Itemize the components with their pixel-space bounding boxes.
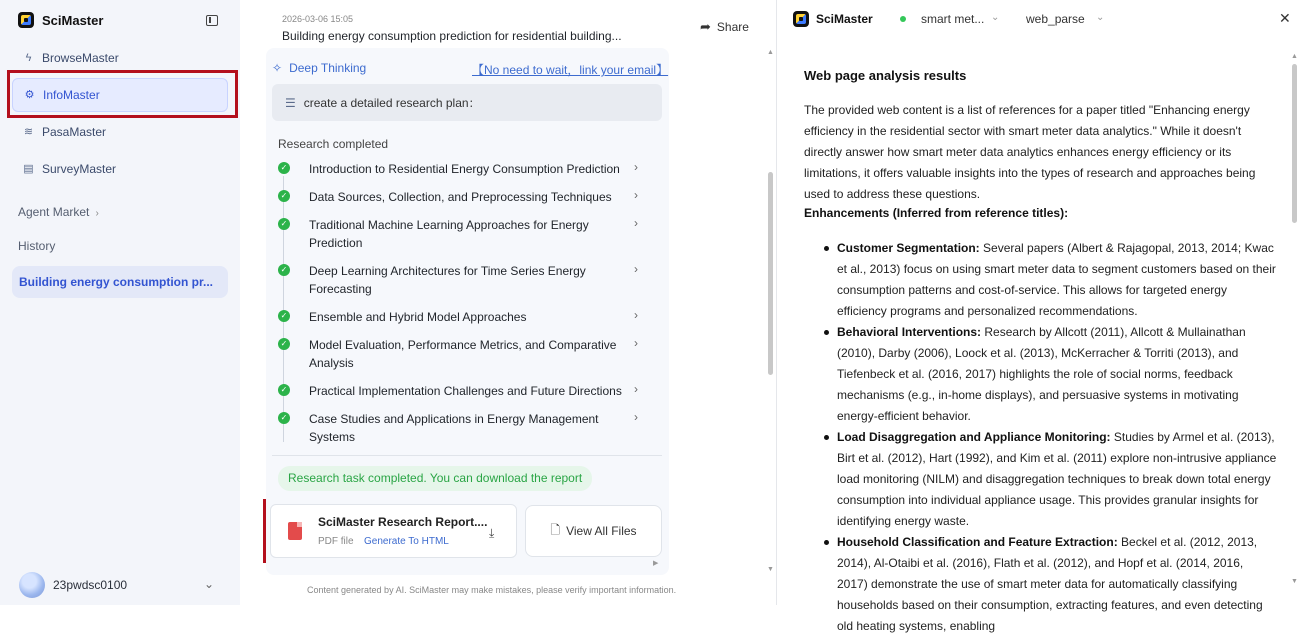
research-step-label: Introduction to Residential Energy Consumption Prediction [309,162,620,176]
check-icon: ✓ [278,162,290,174]
chevron-down-icon[interactable]: ⌄ [204,577,215,591]
item-text: Several papers (Albert & Rajagopal, 2013, 2014; Kwac et al., 2013) focus on using smart meter data to segment customers based on their consumption patterns and cost-of-service. This allows for targeted energy efficiency programs and personalized recommendations. [837,241,1276,318]
brand[interactable] [18,12,103,28]
scroll-up-icon[interactable]: ▲ [767,49,774,56]
sidebar-item-pasamaster[interactable] [12,115,228,149]
analysis-heading: Web page analysis results [804,68,967,83]
panel-brand [793,11,873,27]
chevron-right-icon: › [634,336,638,350]
sidebar-item-label: InfoMaster [43,88,100,102]
sidebar-item-label: SurveyMaster [42,162,117,176]
file-title: SciMaster Research Report.... [318,515,488,529]
research-step[interactable] [278,262,658,298]
scroll-right-icon[interactable]: ▶ [653,560,659,567]
item-term: Customer Segmentation: [837,241,980,255]
check-icon: ✓ [278,264,290,276]
scimaster-logo-icon [793,11,809,27]
analysis-intro: The provided web content is a list of references for a paper titled "Enhancing energy efficiency in the residential sector with smart meter data analytics." While it doesn't directly answer how smart meter data analytics enhances energy efficiency or its limitations, it offers valuable insights into the types of research and approaches being used to address these questions. [804,103,1256,201]
research-step[interactable] [278,188,658,206]
lightning-icon: ϟ [25,51,32,64]
history-heading: History [18,239,56,253]
panel-brand-name: SciMaster [816,12,873,26]
research-step[interactable] [278,382,658,400]
research-step[interactable] [278,216,658,252]
chevron-right-icon: › [634,188,638,202]
research-step-label: Traditional Machine Learning Approaches for Energy Prediction [309,218,589,250]
task-completed-badge: Research task completed. You can download the report [278,466,592,491]
user-menu[interactable] [19,572,127,598]
research-step-label: Data Sources, Collection, and Preprocessing Techniques [309,190,612,204]
link-email-link[interactable]: 【No need to wait，link your email】 [472,63,669,77]
research-step-label: Ensemble and Hybrid Model Approaches [309,310,527,324]
item-text: Beckel et al. (2012, 2013, 2014), Al-Otaibi et al. (2016), Flath et al. (2012), and Hopf et al. (2014, 2016, 2017) demonstrate the use of smart meter data for automatically classifying households based on their consumption, extracting features, and even detecting old heating systems, enabling [837,535,1263,633]
file-type: PDF file [318,536,354,547]
conversation-title: Building energy consumption prediction for residential building... [282,29,622,43]
tool-tab-web-parse[interactable]: web_parse [1026,12,1085,26]
list-item [837,532,1277,637]
brand-name: SciMaster [42,12,104,28]
status-dot [900,16,906,22]
check-icon: ✓ [278,338,290,350]
view-all-files-button[interactable] [525,505,662,557]
list-item [837,427,1277,532]
divider [272,455,662,456]
infomaster-icon: ⚙ [24,88,35,101]
deep-thinking-toggle[interactable] [272,61,366,75]
chevron-right-icon: › [634,216,638,230]
check-icon: ✓ [278,190,290,202]
deep-thinking-icon: ✧ [272,61,283,75]
sidebar-item-surveymaster[interactable] [12,152,228,186]
research-step[interactable] [278,308,658,326]
research-step-label: Practical Implementation Challenges and Future Directions [309,384,622,398]
sidebar-item-label: PasaMaster [42,125,107,139]
chevron-right-icon: › [92,208,99,219]
history-item[interactable]: Building energy consumption pr... [12,266,228,298]
panel-divider [776,0,777,605]
item-term: Behavioral Interventions: [837,325,982,339]
list-icon: ☰ [285,95,296,110]
check-icon: ✓ [278,412,290,424]
view-all-files-label: View All Files [566,524,637,538]
check-icon: ✓ [278,218,290,230]
research-step-label: Model Evaluation, Performance Metrics, and Comparative Analysis [309,338,617,370]
scrollbar[interactable] [1292,64,1297,223]
item-text: Research by Allcott (2011), Allcott & Mullainathan (2010), Darby (2006), Loock et al. (2013), McKerracher & Torriti (2013), and Tiefenbeck et al. (2016, 2017) highlights the role of social norms, feedback mechanisms (e.g., in-home displays), and persuasive systems in motivating energy-efficient behavior. [837,325,1246,423]
plan-text: create a detailed research plan： [303,96,481,110]
research-step-label: Case Studies and Applications in Energy Management Systems [309,412,599,444]
share-button[interactable] [700,19,749,35]
item-term: Load Disaggregation and Appliance Monitoring: [837,430,1111,444]
scimaster-logo-icon [18,12,34,28]
scroll-down-icon[interactable]: ▼ [767,566,774,573]
layers-icon: ≋ [23,125,34,138]
scroll-down-icon[interactable]: ▼ [1291,578,1298,585]
list-item [837,322,1277,427]
sidebar-toggle-icon[interactable] [206,15,218,26]
research-step[interactable] [278,160,658,178]
user-name: 23pwdsc0100 [53,578,128,592]
document-icon: ▤ [23,162,34,175]
file-icon: 🗋 [550,522,561,537]
scrollbar[interactable] [768,172,773,375]
share-icon: ➦ [700,19,711,34]
chevron-right-icon: › [634,308,638,322]
enhancements-heading: Enhancements (Inferred from reference titles): [804,206,1069,220]
chevron-right-icon: › [634,382,638,396]
enhancements-list [837,238,1277,633]
report-file-card[interactable] [270,504,517,558]
agent-market-link[interactable] [18,205,99,219]
avatar [19,572,45,598]
download-icon[interactable]: ⤓ [489,526,495,540]
share-label: Share [716,20,749,34]
highlight-box [7,70,238,118]
research-step[interactable] [278,410,658,446]
item-text: Studies by Armel et al. (2013), Birt et al. (2012), Hart (1992), and Kim et al. (2011) explore non-intrusive appliance load monitoring (NILM) and disaggregation techniques to break down total energy consumption into individual appliance usage. This provides granular insights for identifying energy waste. [837,430,1277,528]
chevron-right-icon: › [634,410,638,424]
chevron-down-icon[interactable]: ⌄ [991,12,1000,23]
research-step[interactable] [278,336,658,372]
item-term: Household Classification and Feature Extraction: [837,535,1118,549]
check-icon: ✓ [278,384,290,396]
sidebar-item-label: BrowseMaster [42,51,119,65]
deep-thinking-label: Deep Thinking [289,61,367,75]
list-item [837,238,1277,322]
chevron-right-icon: › [634,262,638,276]
plan-box [272,84,662,121]
research-completed-label: Research completed [278,137,389,151]
chevron-right-icon: › [634,160,638,174]
tool-tab-smart-meter[interactable]: smart met... [921,12,985,26]
generate-html-link[interactable]: Generate To HTML [364,536,449,547]
scroll-up-icon[interactable]: ▲ [1291,53,1298,60]
research-step-label: Deep Learning Architectures for Time Series Energy Forecasting [309,264,586,296]
check-icon: ✓ [278,310,290,322]
chevron-down-icon[interactable]: ⌄ [1096,12,1105,23]
close-icon[interactable]: ✕ [1279,10,1291,26]
disclaimer: Content generated by AI. SciMaster may make mistakes, please verify important information. [307,585,677,595]
pdf-file-icon [288,522,302,540]
agent-market-label: Agent Market [18,205,90,219]
conversation-date: 2026-03-06 15:05 [282,14,354,24]
